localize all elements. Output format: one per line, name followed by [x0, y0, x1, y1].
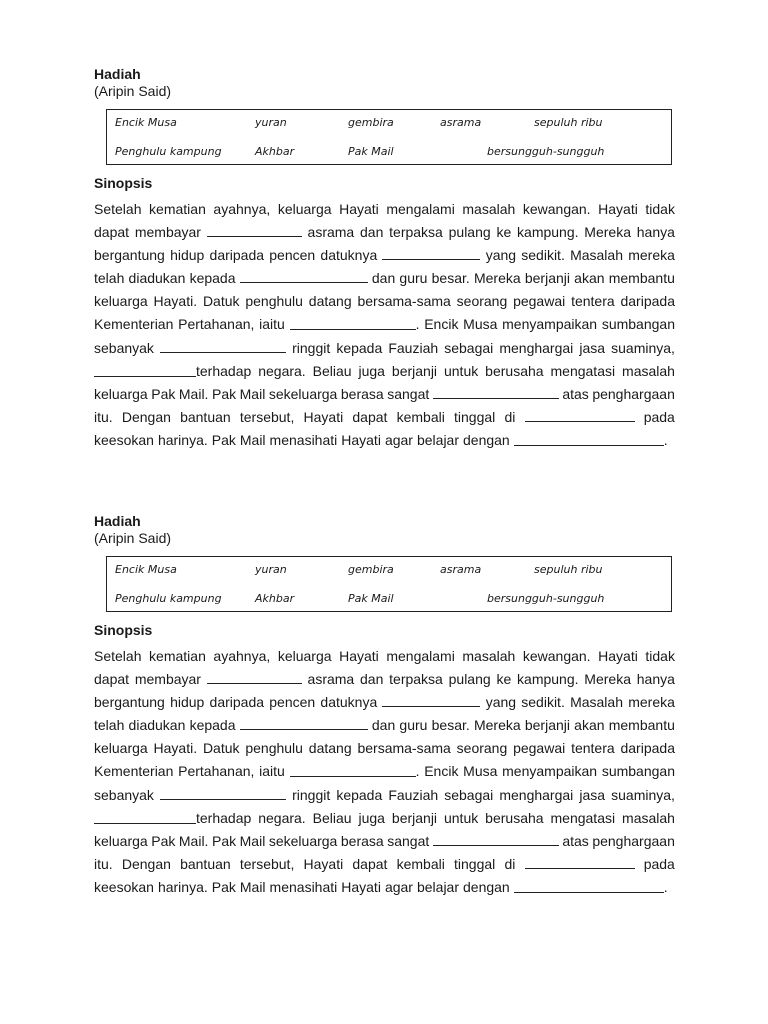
- word: diadukan: [128, 717, 186, 734]
- word: Mereka: [584, 671, 631, 688]
- word: berasa: [340, 832, 384, 849]
- word: Beliau: [312, 809, 352, 826]
- word: terpaksa: [389, 224, 443, 241]
- word: jasa: [579, 786, 606, 803]
- word: menyampaikan: [502, 763, 598, 780]
- word: Masalah: [570, 694, 623, 711]
- paragraph-line: [94, 290, 675, 313]
- word: kewangan.: [522, 648, 591, 664]
- word: Beliau: [312, 362, 352, 379]
- story-author: (Aripin Said): [94, 530, 172, 546]
- word: Hayati: [341, 431, 381, 448]
- word-bank-item: asrama: [440, 116, 482, 129]
- fill-in-blank[interactable]: [433, 384, 559, 399]
- word: untuk: [443, 362, 479, 379]
- word: Datuk: [202, 740, 240, 757]
- word: Mail: [239, 878, 266, 895]
- fill-in-blank[interactable]: [160, 785, 286, 800]
- word: mengalami: [386, 201, 455, 217]
- word: dengan: [463, 878, 510, 895]
- word: Hayati: [303, 855, 344, 872]
- word-bank-box: [106, 556, 672, 612]
- word-bank-item: sepuluh ribu: [534, 563, 603, 576]
- word-bank-item: Encik Musa: [115, 116, 177, 129]
- word: masalah: [622, 809, 675, 826]
- word: kembali: [396, 855, 445, 872]
- word: itu.: [94, 855, 113, 872]
- word: Mereka: [473, 270, 521, 287]
- fill-in-blank[interactable]: [382, 692, 480, 707]
- word: sumbangan: [601, 763, 675, 780]
- word: Pak: [151, 832, 176, 849]
- fill-in-blank[interactable]: [94, 809, 196, 824]
- word: Dengan: [121, 408, 171, 425]
- word: Pak: [211, 431, 236, 448]
- word: dan: [360, 224, 384, 241]
- word: hidup: [170, 694, 205, 711]
- word: bergantung: [94, 694, 165, 711]
- paragraph-line: [94, 429, 675, 452]
- word: itu.: [94, 408, 113, 425]
- fill-in-blank[interactable]: [240, 268, 368, 283]
- word: masalah: [462, 648, 516, 664]
- word: bantuan: [180, 855, 231, 872]
- paragraph-line: [94, 714, 675, 737]
- word: Hayati: [339, 648, 379, 664]
- word: harinya.: [157, 878, 208, 895]
- word-bank-box: [106, 109, 672, 165]
- word: harinya.: [157, 431, 208, 448]
- word: daripada: [209, 694, 265, 711]
- word-bank-item: Penghulu kampung: [115, 592, 222, 605]
- synopsis-paragraph: [94, 198, 675, 452]
- word: kampung.: [517, 224, 579, 241]
- word: terhadap: [196, 362, 252, 379]
- word: Fauziah: [388, 786, 439, 803]
- word: seorang: [456, 293, 508, 310]
- word: pada: [643, 855, 675, 872]
- exercise-2: [94, 513, 675, 899]
- word: Hayati.: [153, 740, 198, 757]
- word: Masalah: [570, 247, 623, 264]
- word-bank-item: Encik Musa: [115, 563, 177, 576]
- word: keesokan: [94, 431, 154, 448]
- word: agar: [384, 878, 413, 895]
- word: Pak: [151, 385, 176, 402]
- paragraph-line: [94, 691, 675, 714]
- word: kepada: [336, 786, 383, 803]
- fill-in-blank[interactable]: [433, 831, 559, 846]
- word: Hayati: [598, 201, 638, 217]
- word: akan: [574, 717, 605, 734]
- fill-in-blank[interactable]: [514, 431, 664, 446]
- paragraph-line: [94, 853, 675, 876]
- word: pegawai: [513, 740, 566, 757]
- word: keluarga: [94, 832, 148, 849]
- word: guru: [399, 717, 428, 734]
- paragraph-line: [94, 267, 675, 290]
- word: sekeluarga: [268, 385, 338, 402]
- word: hidup: [170, 247, 205, 264]
- word: besar.: [431, 717, 470, 734]
- word: sangat: [387, 832, 430, 849]
- word: Dengan: [121, 855, 171, 872]
- word: diadukan: [128, 270, 186, 287]
- word: tentera: [571, 740, 615, 757]
- paragraph-line: [94, 760, 675, 783]
- word: ayahnya,: [213, 201, 271, 217]
- word: sebagai: [444, 786, 494, 803]
- word: Mail: [239, 385, 266, 402]
- word: atas: [562, 385, 589, 402]
- fill-in-blank[interactable]: [207, 669, 302, 684]
- fill-in-blank[interactable]: [160, 338, 286, 353]
- word: kampung.: [517, 671, 579, 688]
- word: suaminya,: [611, 339, 675, 356]
- fill-in-blank[interactable]: [382, 245, 480, 260]
- word: agar: [384, 431, 413, 448]
- word: belajar: [416, 878, 459, 895]
- word: penghulu: [245, 293, 303, 310]
- word: di: [504, 855, 516, 872]
- word: Hayati: [339, 201, 379, 217]
- word: Mail.: [178, 832, 209, 849]
- word-bank-item: asrama: [440, 563, 482, 576]
- word: yang: [485, 247, 517, 264]
- word: pegawai: [513, 293, 566, 310]
- word: Hayati: [303, 408, 344, 425]
- word: jasa: [579, 339, 606, 356]
- word: yang: [485, 694, 517, 711]
- word: keluarga: [277, 201, 332, 217]
- word: belajar: [416, 431, 459, 448]
- word-bank-item: Akhbar: [255, 145, 295, 158]
- paragraph-line: [94, 645, 675, 668]
- word: dan: [371, 717, 396, 734]
- word: kembali: [396, 408, 445, 425]
- word: keluarga: [94, 740, 148, 757]
- word: mereka: [628, 694, 675, 711]
- word: hanya: [636, 224, 675, 241]
- word: menasihati: [269, 878, 338, 895]
- fill-in-blank[interactable]: [514, 878, 664, 893]
- word: iaitu: [259, 763, 285, 780]
- word: membantu: [608, 270, 675, 287]
- word: tersebut,: [239, 408, 295, 425]
- word: pada: [643, 408, 675, 425]
- word: tinggal: [454, 408, 496, 425]
- word: bantuan: [180, 408, 231, 425]
- word: Hayati: [598, 648, 638, 664]
- synopsis-heading: Sinopsis: [94, 622, 153, 638]
- word: daripada: [620, 740, 675, 757]
- word: tentera: [571, 293, 615, 310]
- word: keesokan: [94, 878, 154, 895]
- paragraph-line: [94, 406, 675, 429]
- word: membayar: [134, 671, 201, 688]
- word: datang: [308, 740, 352, 757]
- word: membayar: [134, 224, 201, 241]
- word: sedikit.: [521, 694, 565, 711]
- word: dengan: [463, 431, 510, 448]
- word: hanya: [636, 671, 675, 688]
- word: kematian: [149, 201, 206, 217]
- word: berjanji: [524, 270, 570, 287]
- word: masalah: [622, 362, 675, 379]
- word: berusaha: [485, 809, 544, 826]
- word: kepada: [189, 270, 236, 287]
- word: sekeluarga: [268, 832, 338, 849]
- word: di: [504, 408, 516, 425]
- word-bank-item: yuran: [255, 563, 287, 576]
- word: pencen: [269, 694, 316, 711]
- word: sedikit.: [521, 247, 565, 264]
- word: bersama-sama: [357, 293, 451, 310]
- word: akan: [574, 270, 605, 287]
- word: pencen: [269, 247, 316, 264]
- word: terpaksa: [389, 671, 443, 688]
- word: Hayati.: [153, 293, 198, 310]
- word: mengalami: [386, 648, 455, 664]
- word: dapat: [352, 855, 388, 872]
- word: dan: [371, 270, 396, 287]
- word: pulang: [448, 224, 491, 241]
- word: dapat: [352, 408, 388, 425]
- word: penghulu: [245, 740, 303, 757]
- word: datang: [308, 293, 352, 310]
- word: menghargai: [499, 786, 574, 803]
- paragraph-line: [94, 383, 675, 406]
- synopsis-heading: Sinopsis: [94, 175, 153, 191]
- paragraph-line: [94, 198, 675, 221]
- word: bersama-sama: [357, 740, 451, 757]
- paragraph-line: [94, 337, 675, 360]
- fill-in-blank[interactable]: [240, 715, 368, 730]
- word: pulang: [448, 671, 491, 688]
- word: daripada: [620, 293, 675, 310]
- fill-in-blank[interactable]: [290, 762, 416, 777]
- story-title: Hadiah: [94, 513, 141, 529]
- word: berjanji: [524, 717, 570, 734]
- word: sebanyak: [94, 339, 154, 356]
- word-bank-item: bersungguh-sungguh: [487, 592, 605, 605]
- paragraph-line: [94, 313, 675, 336]
- word: dapat: [94, 671, 130, 688]
- word: .: [663, 431, 668, 448]
- word: Encik: [424, 763, 459, 780]
- word: negara.: [258, 809, 306, 826]
- word: berasa: [340, 385, 384, 402]
- word: Pertahanan,: [178, 763, 255, 780]
- word: Pertahanan,: [178, 316, 255, 333]
- word: ayahnya,: [213, 648, 271, 664]
- word: asrama: [307, 224, 355, 241]
- word: ke: [496, 224, 512, 241]
- word: sebanyak: [94, 786, 154, 803]
- word: telah: [94, 717, 125, 734]
- word-bank-item: sepuluh ribu: [534, 116, 603, 129]
- word: .: [415, 316, 420, 333]
- word: Mereka: [473, 717, 521, 734]
- word-bank-item: bersungguh-sungguh: [487, 145, 605, 158]
- word: juga: [358, 362, 385, 379]
- word: Mail: [239, 832, 266, 849]
- fill-in-blank[interactable]: [290, 315, 416, 330]
- word: telah: [94, 270, 125, 287]
- word: menyampaikan: [502, 316, 598, 333]
- word-bank-item: gembira: [348, 116, 394, 129]
- word: besar.: [431, 270, 470, 287]
- paragraph-line: [94, 360, 675, 383]
- word: penghargaan: [592, 832, 675, 849]
- word: daripada: [209, 247, 265, 264]
- word: Mail.: [178, 385, 209, 402]
- word: ringgit: [292, 339, 331, 356]
- fill-in-blank[interactable]: [94, 362, 196, 377]
- word: berusaha: [485, 362, 544, 379]
- word: negara.: [258, 362, 306, 379]
- fill-in-blank[interactable]: [525, 854, 635, 869]
- word: penghargaan: [592, 385, 675, 402]
- word: Mail: [239, 431, 266, 448]
- word: tinggal: [454, 855, 496, 872]
- exercise-1: [94, 66, 675, 452]
- word: Musa: [463, 316, 498, 333]
- word-bank-item: Penghulu kampung: [115, 145, 222, 158]
- word: atas: [562, 832, 589, 849]
- word: kepada: [189, 717, 236, 734]
- word: berjanji: [391, 362, 438, 379]
- word-bank-item: yuran: [255, 116, 287, 129]
- word: tidak: [645, 201, 675, 217]
- word: datuknya: [320, 694, 378, 711]
- word: masalah: [462, 201, 516, 217]
- word: Musa: [463, 763, 498, 780]
- word: keluarga: [277, 648, 332, 664]
- word: mereka: [628, 247, 675, 264]
- word: suaminya,: [611, 786, 675, 803]
- word-bank-item: gembira: [348, 563, 394, 576]
- word: Hayati: [341, 878, 381, 895]
- paragraph-line: [94, 221, 675, 244]
- word: keluarga: [94, 385, 148, 402]
- word: Pak: [211, 385, 237, 402]
- word: .: [415, 763, 420, 780]
- story-title: Hadiah: [94, 66, 141, 82]
- paragraph-line: [94, 737, 675, 760]
- word: Pak: [211, 832, 237, 849]
- word: kepada: [336, 339, 383, 356]
- word: datuknya: [320, 247, 378, 264]
- word: Kementerian: [94, 763, 174, 780]
- word: tidak: [645, 648, 675, 664]
- word: dapat: [94, 224, 130, 241]
- word: sumbangan: [601, 316, 675, 333]
- word: ringgit: [292, 786, 331, 803]
- story-author: (Aripin Said): [94, 83, 172, 99]
- word: sebagai: [444, 339, 494, 356]
- word: seorang: [456, 740, 508, 757]
- paragraph-line: [94, 807, 675, 830]
- word: untuk: [443, 809, 479, 826]
- word: juga: [358, 809, 385, 826]
- word: mengatasi: [550, 809, 616, 826]
- word: tersebut,: [239, 855, 295, 872]
- word-bank-item: Pak Mail: [348, 592, 394, 605]
- paragraph-line: [94, 876, 675, 899]
- word: keluarga: [94, 293, 148, 310]
- word: ke: [496, 671, 512, 688]
- word: iaitu: [259, 316, 285, 333]
- word: menghargai: [499, 339, 574, 356]
- word-bank-item: Akhbar: [255, 592, 295, 605]
- word: kematian: [149, 648, 206, 664]
- word: .: [663, 878, 668, 895]
- word: Setelah: [94, 201, 142, 217]
- paragraph-line: [94, 830, 675, 853]
- word: Datuk: [202, 293, 240, 310]
- word-bank-item: Pak Mail: [348, 145, 394, 158]
- word: dan: [360, 671, 384, 688]
- word: membantu: [608, 717, 675, 734]
- word: Fauziah: [388, 339, 439, 356]
- paragraph-line: [94, 668, 675, 691]
- fill-in-blank[interactable]: [525, 407, 635, 422]
- word: asrama: [307, 671, 355, 688]
- paragraph-line: [94, 784, 675, 807]
- word: berjanji: [391, 809, 438, 826]
- word: kewangan.: [522, 201, 591, 217]
- word: Mereka: [584, 224, 631, 241]
- paragraph-line: [94, 244, 675, 267]
- word: mengatasi: [550, 362, 616, 379]
- word: Setelah: [94, 648, 142, 664]
- synopsis-paragraph: [94, 645, 675, 899]
- word: Encik: [424, 316, 459, 333]
- fill-in-blank[interactable]: [207, 222, 302, 237]
- word: Kementerian: [94, 316, 174, 333]
- word: terhadap: [196, 809, 252, 826]
- word: sangat: [387, 385, 430, 402]
- word: bergantung: [94, 247, 165, 264]
- word: guru: [399, 270, 428, 287]
- word: menasihati: [269, 431, 338, 448]
- word: Pak: [211, 878, 236, 895]
